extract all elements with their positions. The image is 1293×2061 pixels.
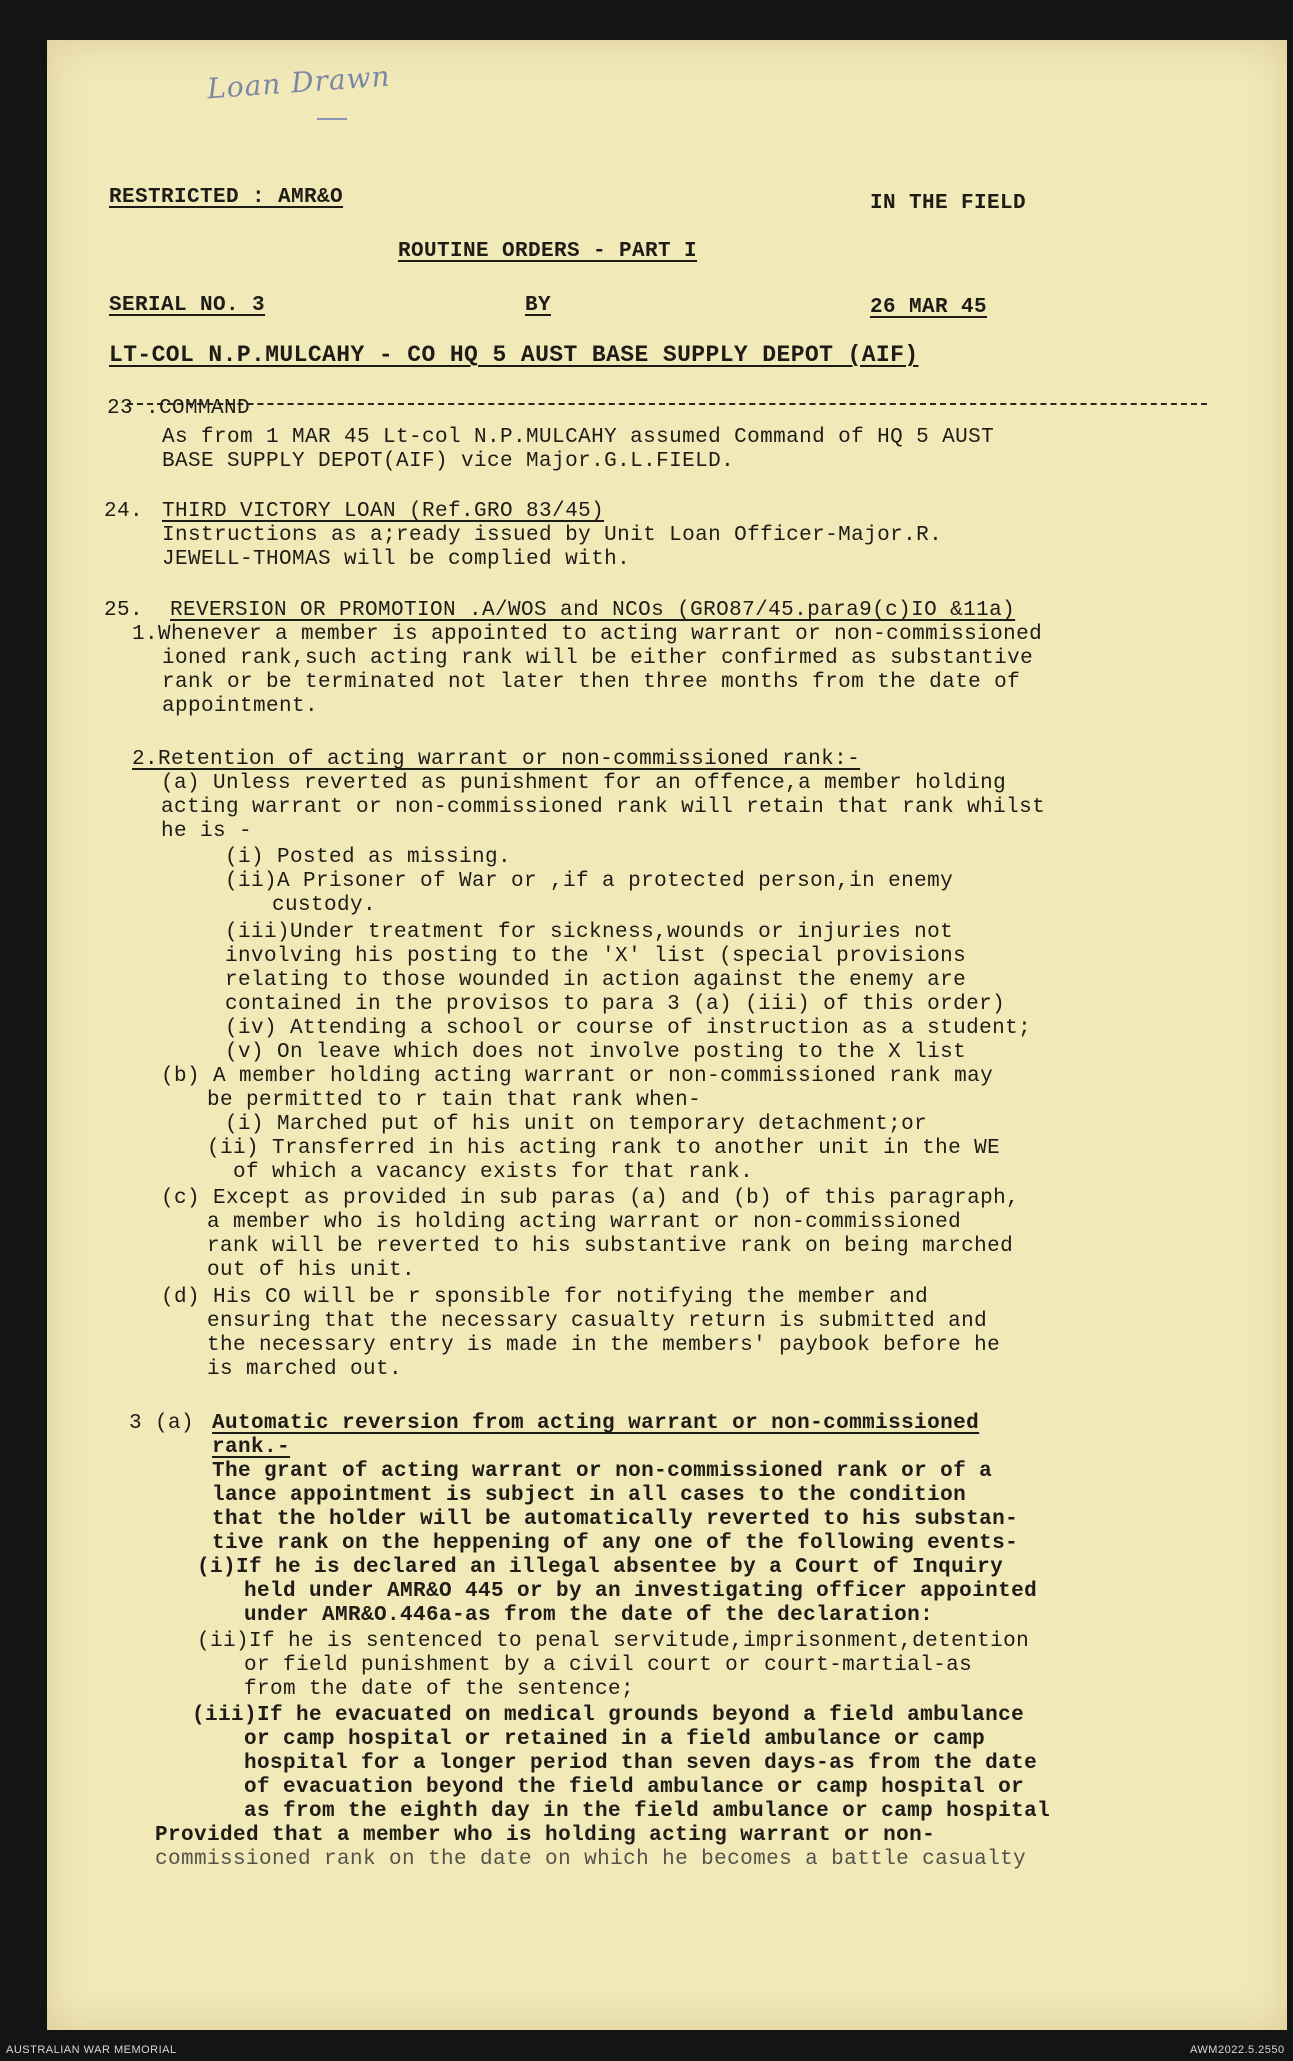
para25-s3-line: (iii)If he evacuated on medical grounds beyond a field ambulance [192, 1704, 1025, 1727]
para25-s3-proviso: commissioned rank on the date on which he becomes a battle casualty [155, 1848, 1027, 1871]
para25-s2-line: rank will be reverted to his substantive rank on being marched [207, 1235, 1014, 1258]
para25-s3-line: or field punishment by a civil court or court-martial-as [244, 1654, 973, 1677]
handwritten-mark [317, 118, 347, 120]
para25-s2-line: of which a vacancy exists for that rank. [233, 1161, 754, 1184]
para25-s2-line: (ii) Transferred in his acting rank to another unit in the WE [207, 1137, 1001, 1160]
para25-s2-line: the necessary entry is made in the members' paybook before he [207, 1334, 1001, 1357]
para25-s3-line: as from the eighth day in the field ambulance or camp hospital [244, 1800, 1051, 1823]
para25-s2-line: (a) Unless reverted as punishment for an offence,a member holding [161, 772, 1007, 795]
para25-s2-line: (ii)A Prisoner of War or ,if a protected person,in enemy [225, 870, 954, 893]
para24-heading: THIRD VICTORY LOAN (Ref.GRO 83/45) [162, 500, 605, 523]
para25-s3-line: of evacuation beyond the field ambulance or camp hospital or [244, 1776, 1025, 1799]
para25-s2-line: ensuring that the necessary casualty return is submitted and [207, 1310, 988, 1333]
para25-s2-line: (i) Marched put of his unit on temporary detachment;or [225, 1113, 928, 1136]
para25-s1-line: rank or be terminated not later then three months from the date of [162, 671, 1021, 694]
footer-credit: AUSTRALIAN WAR MEMORIAL [6, 2044, 177, 2056]
para25-s2-line: he is - [161, 820, 253, 843]
para25-s3-line: hospital for a longer period than seven days-as from the date [244, 1752, 1038, 1775]
para25-s2-line: (iv) Attending a school or course of instruction as a student; [225, 1017, 1032, 1040]
para25-s2-line: (v) On leave which does not involve posting to the X list [225, 1041, 967, 1064]
para25-s3-line: under AMR&O.446a-as from the date of the declaration: [244, 1604, 934, 1627]
para25-s2-line: relating to those wounded in action against the enemy are [225, 969, 967, 992]
para25-s2-line: involving his posting to the 'X' list (special provisions [225, 945, 967, 968]
para25-s2-heading: 2.Retention of acting warrant or non-commissioned rank:- [132, 748, 861, 771]
document-page [47, 40, 1287, 2030]
para25-s3-line: or camp hospital or retained in a field ambulance or camp [244, 1728, 986, 1751]
restricted-label: RESTRICTED : AMR&O [109, 186, 344, 209]
para25-s3-proviso: Provided that a member who is holding acting warrant or non- [155, 1824, 936, 1847]
document-date: 26 MAR 45 [870, 296, 988, 319]
para25-s2-line: a member who is holding acting warrant or non-commissioned [207, 1211, 962, 1234]
para24-line: Instructions as a;ready issued by Unit Loan Officer-Major.R. [162, 524, 943, 547]
para24-line: JEWELL-THOMAS will be complied with. [162, 548, 631, 571]
para25-s3-line: tive rank on the heppening of any one of the following events- [212, 1532, 1019, 1555]
para25-s2-line: contained in the provisos to para 3 (a) (iii) of this order) [225, 993, 1006, 1016]
para25-s2-line: (i) Posted as missing. [225, 846, 512, 869]
para25-s2-line: out of his unit. [207, 1259, 416, 1282]
para25-s3-line: (ii)If he is sentenced to penal servitude,imprisonment,detention [197, 1630, 1030, 1653]
para25-s3-line: held under AMR&O 445 or by an investigating officer appointed [244, 1580, 1038, 1603]
para25-s3-line: from the date of the sentence; [244, 1678, 635, 1701]
para24-number: 24. [104, 500, 144, 523]
para25-s3-line: that the holder will be automatically reverted to his substan- [212, 1508, 1019, 1531]
para23-line: As from 1 MAR 45 Lt-col N.P.MULCAHY assumed Command of HQ 5 AUST [162, 426, 995, 449]
para25-s2-line: (iii)Under treatment for sickness,wounds or injuries not [225, 921, 954, 944]
para23-heading: 23 .COMMAND [107, 397, 251, 420]
serial-number: SERIAL NO. 3 [109, 294, 266, 317]
para25-s3-line: (i)If he is declared an illegal absentee by a Court of Inquiry [197, 1556, 1004, 1579]
location-label: IN THE FIELD [870, 192, 1027, 215]
para25-heading: REVERSION OR PROMOTION .A/WOS and NCOs (GRO87/45.para9(c)IO &11a) [170, 599, 1016, 622]
document-title: ROUTINE ORDERS - PART I [398, 240, 698, 263]
separator-rule [127, 403, 1207, 405]
issuer-line: LT-COL N.P.MULCAHY - CO HQ 5 AUST BASE SUPPLY DEPOT (AIF) [109, 342, 919, 368]
handwritten-note: Loan Drawn [206, 59, 392, 106]
by-label: BY [525, 294, 552, 317]
para25-s2-line: custody. [272, 894, 377, 917]
para25-s1-line: 1.Whenever a member is appointed to acting warrant or non-commissioned [132, 623, 1043, 646]
para23-line: BASE SUPPLY DEPOT(AIF) vice Major.G.L.FIELD. [162, 450, 735, 473]
para25-s2-line: be permitted to r tain that rank when- [207, 1089, 702, 1112]
para25-s1-line: ioned rank,such acting rank will be either confirmed as substantive [162, 647, 1034, 670]
para25-s2-line: (d) His CO will be r sponsible for notifying the member and [161, 1286, 929, 1309]
para25-s3-line: The grant of acting warrant or non-commissioned rank or of a [212, 1460, 993, 1483]
para25-s2-line: (b) A member holding acting warrant or non-commissioned rank may [161, 1065, 994, 1088]
para25-s2-line: (c) Except as provided in sub paras (a) and (b) of this paragraph, [161, 1187, 1020, 1210]
para25-s1-line: appointment. [162, 695, 319, 718]
para25-s3-heading: Automatic reversion from acting warrant or non-commissioned [212, 1412, 980, 1435]
para25-s3-heading: rank.- [212, 1436, 291, 1459]
para25-s3-number: 3 (a) [129, 1412, 195, 1435]
para25-s2-line: is marched out. [207, 1358, 403, 1381]
para25-s2-line: acting warrant or non-commissioned rank will retain that rank whilst [161, 796, 1046, 819]
para25-number: 25. [104, 599, 144, 622]
para25-s3-line: lance appointment is subject in all cases to the condition [212, 1484, 967, 1507]
footer-reference: AWM2022.5.2550 [1190, 2044, 1285, 2056]
